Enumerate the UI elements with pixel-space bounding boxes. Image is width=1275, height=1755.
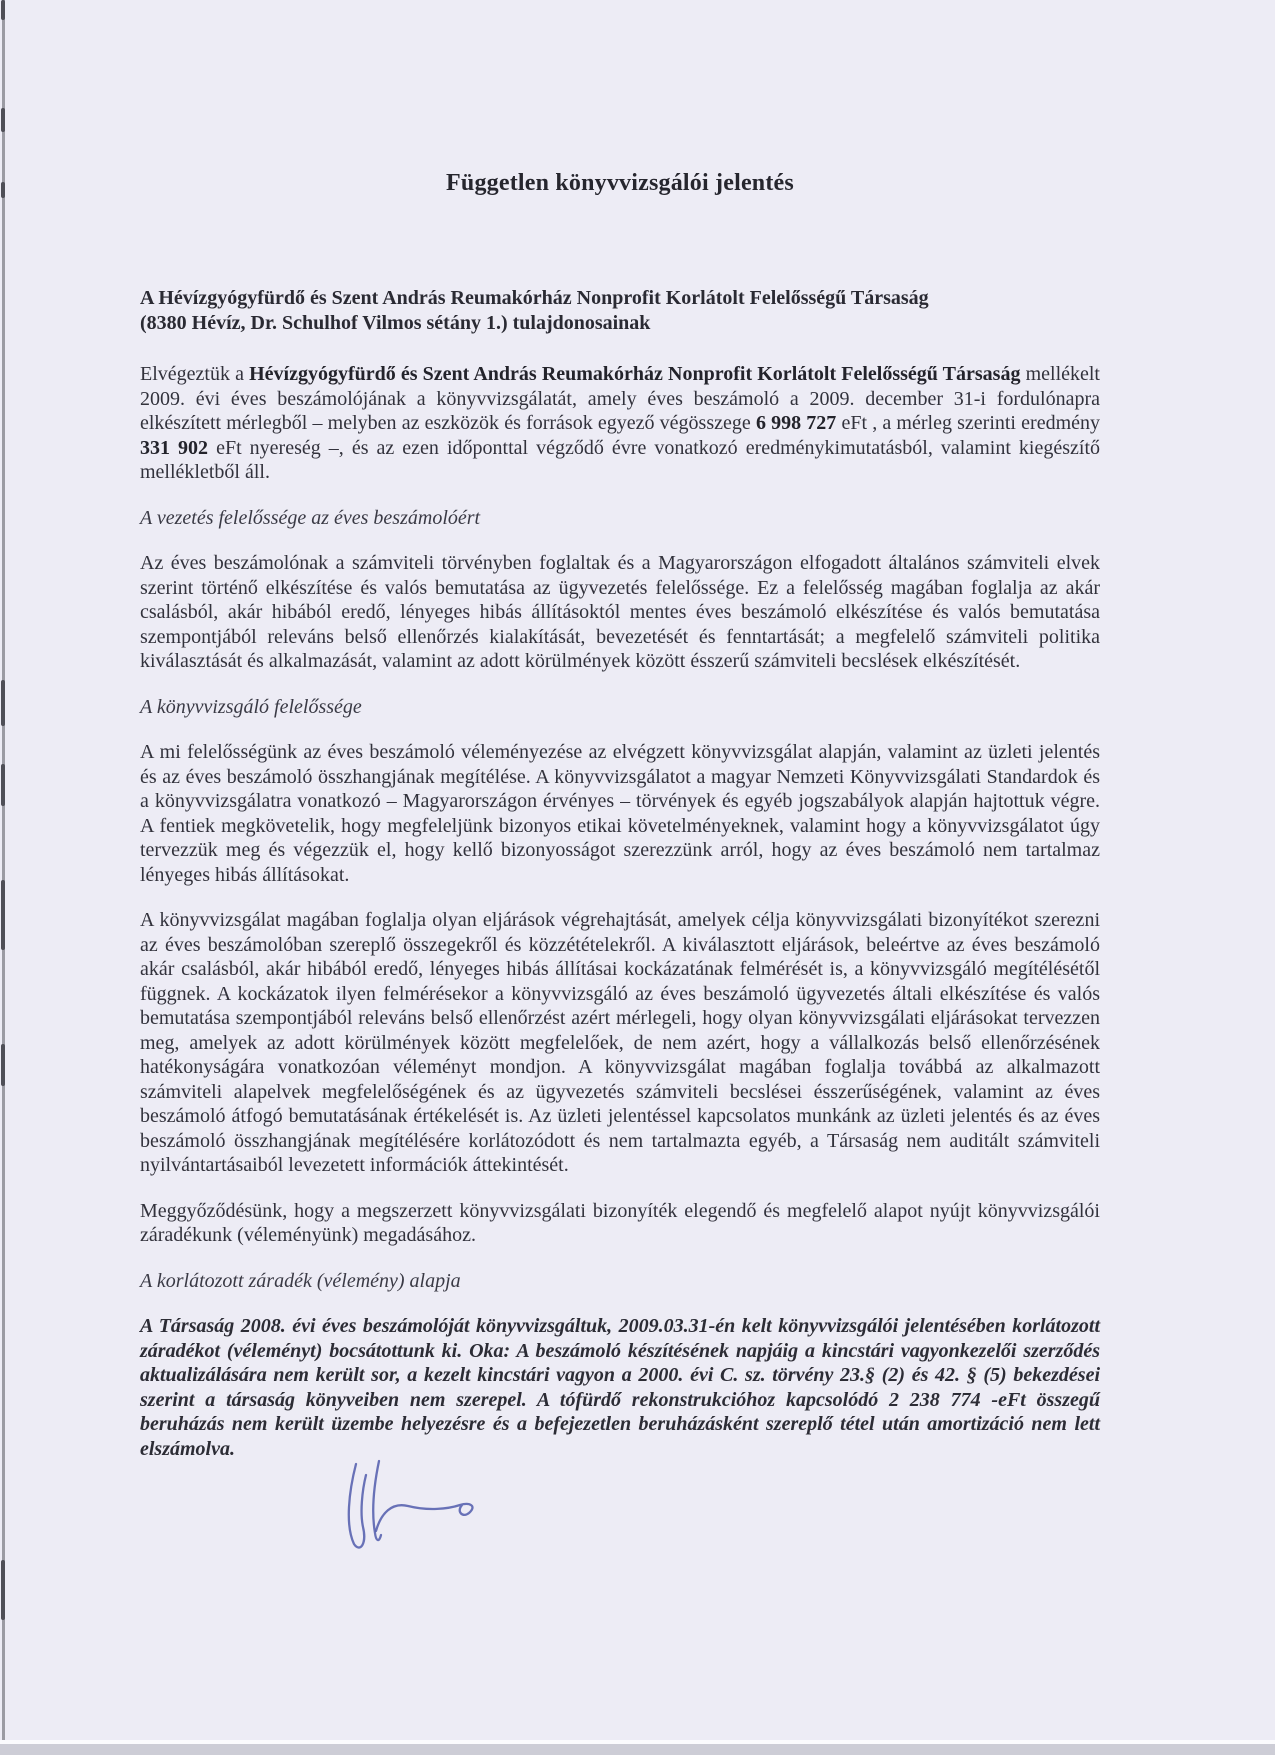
scan-edge-artifact: [1, 1560, 5, 1620]
profit-amount-bold: 331 902: [140, 436, 209, 459]
scan-edge-line: [2, 0, 5, 1755]
addressee-line-1: A Hévízgyógyfürdő és Szent András Reumakórház Nonprofit Korlátolt Felelősségű Társaság: [140, 287, 929, 309]
management-responsibility-heading: A vezetés felelőssége az éves beszámolóért: [140, 506, 481, 529]
scan-edge-artifact: [1, 764, 5, 806]
signature-stroke-1: [349, 1464, 366, 1548]
auditor-responsibility-paragraph-1: A mi felelősségünk az éves beszámoló véleményezése az elvégzett könyvvizsgálat alapján, valamint az üzleti jelentés és az éves beszámoló összhangjának megítélése. A könyvvizsgálatot a magyar Nemzeti Könyvvizsgálati Standardok és a könyvvizsgálatra vonatkozó – Magyarországon érvényes – törvények és egyéb jogszabályok alapján hajtottuk végre. A fentiek megkövetelik, hogy megfeleljünk bizonyos etikai követelményeknek, valamint hogy a könyvvizsgálatot úgy tervezzük meg és végezzük el, hogy kellő bizonyosságot szerezzünk arról, hogy az éves beszámoló nem tartalmaz lényeges hibás állításokat.: [140, 741, 1100, 886]
intro-text-mid1: mellékelt 2009. évi éves beszámolójának a könyvvizsgálatát, amely éves beszámoló a 2009. december 31-i fordulónapra elkészített mérlegből – melyben az eszközök és források egyező végösszege: [140, 363, 1100, 434]
report-title: Független könyvvizsgálói jelentés: [446, 170, 794, 196]
auditor-responsibility-paragraph-2: A könyvvizsgálat magában foglalja olyan eljárások végrehajtását, amelyek célja könyvvizsgálati bizonyítékot szerezni az éves beszámolóban szereplő összegekről és közzétételekről. A kiválasztott eljárások, beleértve az éves beszámoló akár csalásból, akár hibából eredő, lényeges hibás állításai kockázatának felmérését is, a könyvvizsgáló megítélésétől függnek. A kockázatok ilyen felmérésekor a könyvvizsgáló az éves beszámoló ügyvezetés általi elkészítése és valós bemutatása szempontjából releváns belső ellenőrzést azért mérlegeli, hogy olyan könyvvizsgálati eljárásokat tervezzen meg, amelyek az adott körülmények között megfelelőek, de nem azért, hogy a vállalkozás belső ellenőrzésének hatékonyságára vonatkozóan véleményt mondjon. A könyvvizsgálat magában foglalja továbbá az alkalmazott számviteli alapelvek megfelelőségének és az ügyvezetés számviteli becslései ésszerűségének, valamint az éves beszámoló átfogó bemutatásának értékelését is. Az üzleti jelentéssel kapcsolatos munkánk az üzleti jelentés és az éves beszámoló összhangjának megítélésére korlátozódott és nem tartalmazta egyéb, a Társaság nem auditált számviteli nyilvántartásaiból levezetett információk áttekintését.: [140, 909, 1100, 1176]
balance-total-bold: 6 998 727: [755, 412, 837, 434]
addressee-block: [140, 286, 1100, 335]
company-name-bold: Hévízgyógyfürdő és Szent András Reumakórház Nonprofit Korlátolt Felelősségű Társaság: [249, 363, 1021, 385]
management-responsibility-paragraph: Az éves beszámolónak a számviteli törvényben foglaltak és a Magyarországon elfogadott általános számviteli elvek szerint történő elkészítése és valós bemutatása az ügyvezetés felelőssége. Ez a felelősség magában foglalja az akár csalásból, akár hibából eredő, lényeges hibás állításoktól mentes éves beszámoló elkészítése és valós bemutatása szempontjából releváns belső ellenőrzés kialakítását, bevezetését és fenntartását; a megfelelő számviteli politika kiválasztását és alkalmazását, valamint az adott körülmények között ésszerű számviteli becslések elkészítését.: [140, 552, 1100, 672]
intro-paragraph: [140, 362, 1100, 485]
qualified-opinion-basis-heading: A korlátozott záradék (vélemény) alapja: [140, 1269, 461, 1292]
auditor-responsibility-heading: A könyvvizsgáló felelőssége: [140, 695, 362, 718]
intro-text-post: eFt nyereség –, és az ezen időponttal végződő évre vonatkozó eredménykimutatásból, valamint kiegészítő mellékletből áll.: [140, 436, 1101, 483]
signature-stroke-3: [376, 1504, 472, 1531]
scan-edge-artifact: [1, 182, 5, 198]
audit-evidence-paragraph: Meggyőződésünk, hogy a megszerzett könyvvizsgálati bizonyíték elegendő és megfelelő alapot nyújt könyvvizsgálói záradékunk (véleményünk) megadásához.: [140, 1199, 1100, 1246]
scan-edge-artifact: [1, 680, 5, 726]
document-body: [140, 0, 1100, 1461]
intro-text-pre: Elvégeztük a: [140, 363, 250, 385]
intro-text-mid2: eFt , a mérleg szerinti eredmény: [836, 412, 1101, 434]
scan-edge-artifact: [1, 108, 5, 132]
scan-edge-artifact: [1, 880, 5, 950]
addressee-line-2: (8380 Hévíz, Dr. Schulhof Vilmos sétány 1.) tulajdonosainak: [140, 311, 651, 334]
scan-edge-artifact: [1, 1044, 5, 1086]
scan-edge-artifact: [1, 0, 5, 20]
qualified-opinion-basis-paragraph: A Társaság 2008. évi éves beszámolóját könyvvizsgáltuk, 2009.03.31-én kelt könyvvizsgálói jelentésében korlátozott záradékot (véleményt) bocsátottunk ki. Oka: A beszámoló készítésének napjáig a kincstári vagyonkezelői szerződés aktualizálására nem került sor, a kezelt kincstári vagyon a 2000. évi C. sz. törvény 23.§ (2) és 42. § (5) bekezdései szerint a társaság könyveiben nem szerepel. A tófürdő rekonstrukcióhoz kapcsolódó 2 238 774 -eFt összegű beruházás nem került üzembe helyezésre és a befejezetlen beruházásként szereplő tétel után amortizáció nem lett elszámolva.: [140, 1315, 1100, 1460]
handwritten-signature-scribble: [340, 1455, 490, 1560]
scan-bottom-edge-shadow: [0, 1744, 1275, 1755]
